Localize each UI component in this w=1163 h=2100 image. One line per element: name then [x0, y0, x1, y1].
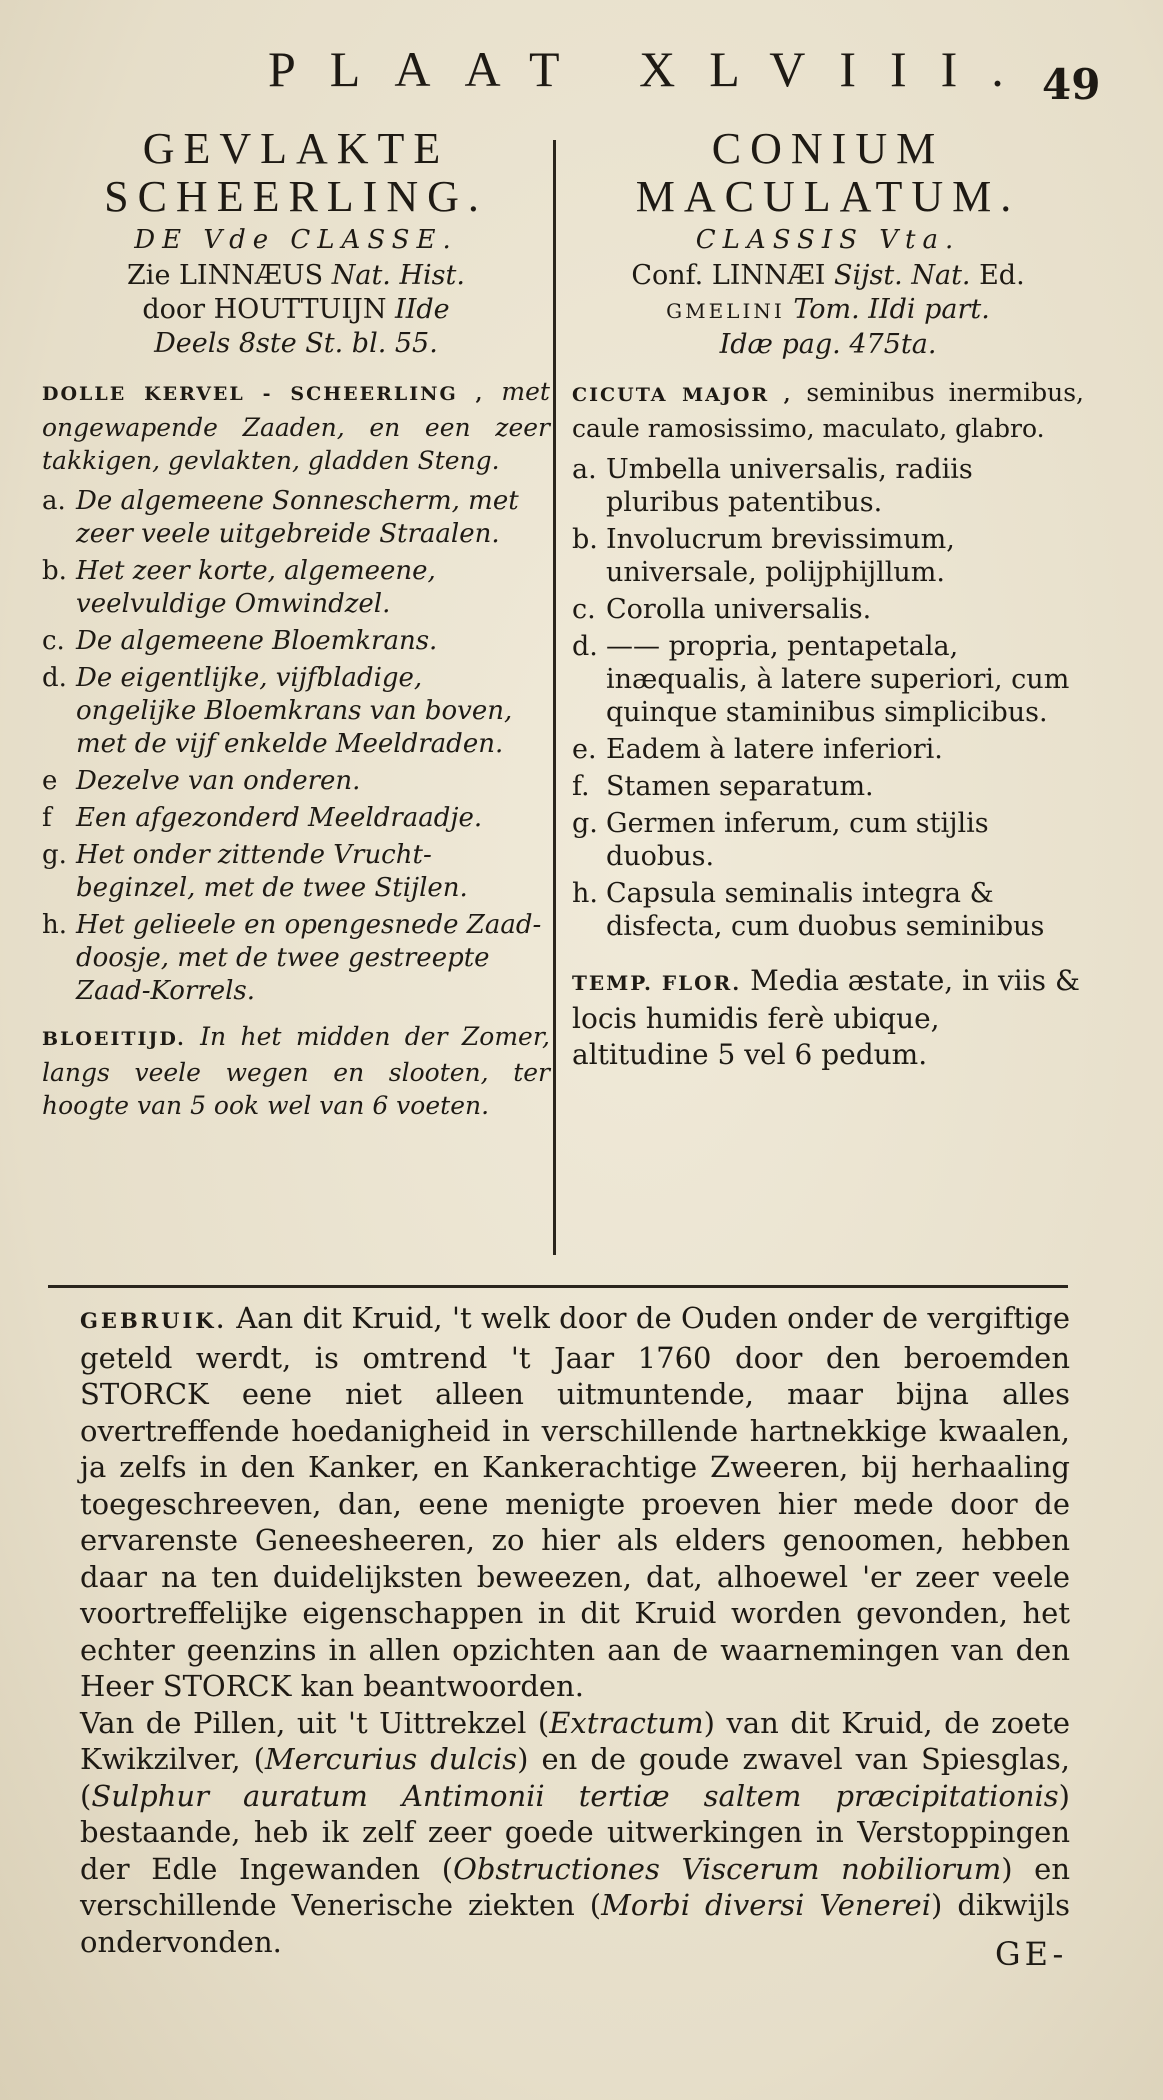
dutch-description [42, 375, 550, 477]
usage-text: kan beantwoorden. [300, 1669, 584, 1703]
dutch-figure-legend [42, 485, 550, 1008]
ref-edition: Ed. [979, 260, 1025, 291]
list-item: h. Het gelieele en opengesnede Zaad-doosje, met de twee gestreepte Zaad-Korrels. [42, 910, 542, 1006]
latin-term: Sulphur auratum Antimonii tertiæ saltem præcipitationis [91, 1778, 1059, 1813]
list-item: g. Het onder zittende Vrucht-beginzel, met de twee Stijlen. [42, 840, 468, 903]
plate-title: PLAAT XLVIII. [268, 41, 1038, 97]
list-item: f. Stamen separatum. [572, 771, 874, 802]
name-storck: STORCK [162, 1669, 292, 1703]
latin-title-line1: CONIUM [711, 124, 945, 173]
ref-title: Sijst. Nat. [833, 260, 971, 291]
list-item: c. De algemeene Bloemkrans. [42, 626, 438, 656]
list-item: b. Involucrum brevissimum, universale, polijphijllum. [572, 524, 955, 588]
ref-page: Idæ pag. 475ta. [719, 329, 937, 360]
ref-page: Deels 8ste St. bl. 55. [154, 328, 438, 359]
latin-column [572, 125, 1084, 1073]
ref-part: IIde [395, 294, 450, 325]
list-item: c. Corolla universalis. [572, 594, 872, 625]
section-divider [48, 1285, 1068, 1288]
latin-description-text: seminibus inermibus, caule ramosissimo, maculato, glabro. [572, 378, 1084, 443]
ref-translator: door HOUTTUIJN [142, 294, 387, 325]
list-item: h. Capsula seminalis integra & disfecta, cum duobus seminibus [572, 878, 1045, 942]
dutch-column [42, 125, 550, 1122]
dutch-description-text: met ongewapende Zaaden, en een zeer takkigen, gevlakten, gladden Steng. [42, 377, 550, 475]
dutch-common-name: DOLLE KERVEL - SCHEERLING , [42, 383, 485, 405]
latin-term: Obstructiones Viscerum nobiliorum [453, 1851, 1002, 1886]
latin-reference [572, 259, 1084, 362]
flowering-time-latin [572, 963, 1084, 1073]
list-item: g. Germen inferum, cum stijlis duobus. [572, 808, 989, 872]
ref-tome: Tom. IIdi part. [793, 294, 990, 325]
latin-figure-legend [572, 453, 1084, 943]
ref-author: Zie LINNÆUS [127, 260, 324, 291]
usage-paragraph-2 [80, 1705, 1070, 1961]
list-item: d. De eigentlijke, vijfbladige, ongelijke Bloemkrans van boven, met de vijf enkelde Meeldraden. [42, 663, 513, 759]
list-item: a. De algemeene Sonnescherm, met zeer veele uitgebreide Straalen. [42, 486, 519, 549]
latin-title-line2: MACULATUM. [635, 172, 1021, 221]
ref-author: Conf. LINNÆI [631, 260, 826, 291]
flowering-label: BLOEITIJD. [42, 1028, 186, 1050]
usage-text: ) en verschillende Venerische ziekten ( [80, 1851, 1071, 1922]
ref-title: Nat. Hist. [331, 260, 465, 291]
usage-text: ) en de goude zwavel van Spiesglas, ( [80, 1742, 1071, 1813]
latin-term: Extractum [549, 1705, 704, 1740]
temp-flor-label: TEMP. FLOR. [572, 971, 742, 995]
dutch-reference [42, 259, 550, 361]
latin-common-name: CICUTA MAJOR , [572, 384, 793, 406]
usage-text: eene niet alleen uitmuntende, maar bijna alles overtreffende hoedanigheid in verschillende hartnekkige kwaalen, ja zelfs in den Kanker, en Kankerachtige Zweeren, bij herhaaling toegeschreeven, dan, eene menigte proeven hier mede door de ervarenste Geneesheeren, zo hier als elders genoomen, hebben daar na ten duidelijksten beweezen, dat, alhoewel 'er zeer veele voortreffelijke eigenschappen in dit Kruid worden gevonden, het echter geenzins in allen opzichten aan de waarnemingen van den Heer [80, 1377, 1071, 1703]
usage-text: Aan dit Kruid, 't welk door de Ouden onder de vergiftige geteld werdt, is omtrend 't Jaar 1760 door den beroemden [80, 1301, 1071, 1375]
usage-section [80, 1300, 1070, 1960]
usage-text: ) bestaande, heb ik zelf zeer goede uitwerkingen in Verstoppingen der Edle Ingewanden ( [80, 1778, 1070, 1886]
list-item: b. Het zeer korte, algemeene, veelvuldige Omwindzel. [42, 556, 436, 619]
latin-class-line: CLASSIS Vta. [695, 225, 961, 255]
flowering-text: In het midden der Zomer, langs veele wegen en slooten, ter hoogte van 5 ook wel van 6 voeten. [42, 1022, 550, 1120]
list-item: e. Eadem à latere inferiori. [572, 734, 943, 765]
dutch-title-line2: SCHEERLING. [104, 172, 488, 221]
usage-label: GEBRUIK. [80, 1308, 227, 1333]
temp-flor-text: Media æstate, in viis & locis humidis ferè ubique, altitudine 5 vel 6 pedum. [572, 964, 1080, 1071]
usage-text: ) van dit Kruid, de zoete Kwikzilver, ( [80, 1705, 1071, 1776]
usage-text: Van de Pillen, uit 't Uittrekzel ( [80, 1705, 550, 1740]
page-header [0, 40, 1163, 110]
usage-paragraph-1 [80, 1300, 1070, 1705]
list-item: d. —— propria, pentapetala, inæqualis, à latere superiori, cum quinque staminibus simplicibus. [572, 631, 1070, 728]
list-item: f Een afgezonderd Meeldraadje. [42, 803, 483, 833]
latin-term: Morbi diversi Venerei [601, 1888, 931, 1922]
usage-text: ) dikwijls ondervonden. [80, 1888, 1070, 1959]
latin-term: Mercurius dulcis [264, 1742, 518, 1776]
catchword: GE- [995, 1935, 1068, 1973]
ref-editor: GMELINI [666, 299, 785, 323]
flowering-time [42, 1020, 550, 1122]
latin-description [572, 376, 1084, 445]
dutch-class-line: DE Vde CLASSE. [134, 225, 458, 255]
list-item: a. Umbella universalis, radiis pluribus patentibus. [572, 454, 973, 518]
column-divider [553, 140, 556, 1255]
dutch-title-line1: GEVLAKTE [142, 124, 450, 173]
page-number: 49 [1042, 60, 1101, 109]
list-item: e Dezelve van onderen. [42, 766, 361, 796]
name-storck: STORCK [80, 1377, 209, 1411]
